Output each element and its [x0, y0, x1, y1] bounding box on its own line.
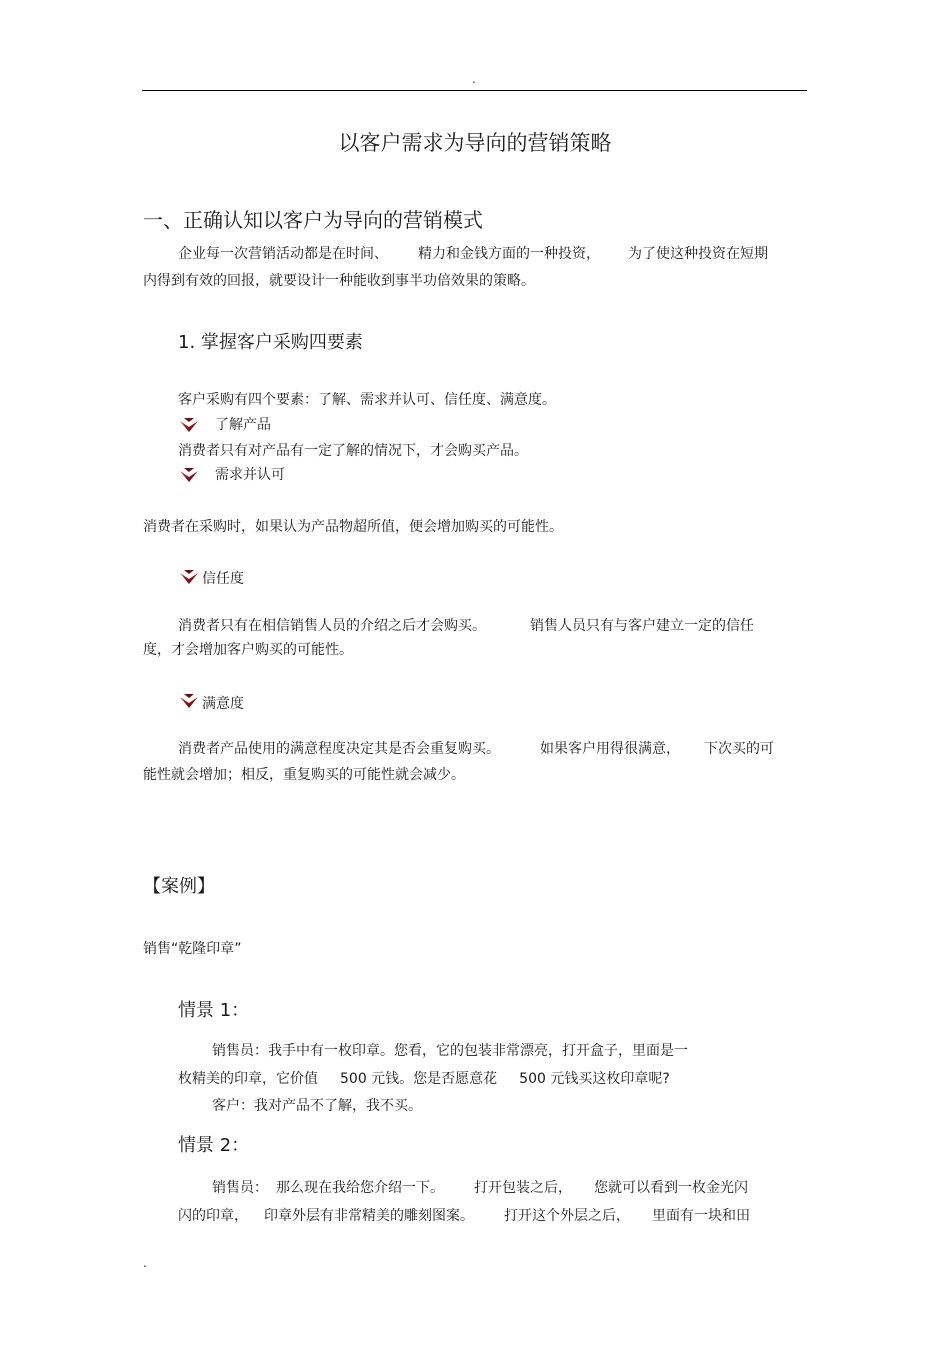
- scene2-line1-b: 那么现在我给您介绍一下。: [276, 1180, 444, 1196]
- factor-label-satisfaction: 满意度: [202, 696, 244, 712]
- factor-text-satisfaction-line2: 能性就会增加；相反，重复购买的可能性就会减少。: [143, 767, 465, 783]
- scene2-line1-c: 打开包装之后，: [474, 1180, 572, 1196]
- arrow-down-red-icon: [179, 569, 199, 585]
- scene1-line2-a: 枚精美的印章，它价值: [178, 1071, 318, 1087]
- factor-label-understand: 了解产品: [215, 417, 271, 433]
- factor-label-trust: 信任度: [202, 571, 244, 587]
- factor-text-satisfaction-line1: [178, 739, 774, 759]
- scene2-line1-a: 销售员：: [212, 1180, 268, 1196]
- factor-text-trust-line1: [178, 616, 754, 636]
- factor-text-understand: 消费者只有对产品有一定了解的情况下，才会购买产品。: [178, 443, 528, 459]
- intro-part-c: 为了使这种投资在短期: [628, 246, 768, 262]
- case-subtitle: 销售“乾隆印章”: [143, 941, 242, 957]
- section-intro-line2: 内得到有效的回报，就要设计一种能收到事半功倍效果的策略。: [143, 273, 535, 289]
- satisfaction-part-a: 消费者产品使用的满意程度决定其是否会重复购买。: [178, 741, 500, 757]
- section-heading: 一、正确认知以客户为导向的营销模式: [143, 208, 483, 232]
- scene2-line2: [178, 1206, 750, 1226]
- factor-text-need: 消费者在采购时，如果认为产品物超所值，便会增加购买的可能性。: [143, 519, 563, 535]
- scene2-line2-a: 闪的印章，: [178, 1208, 248, 1224]
- section-intro-line1: [178, 244, 768, 264]
- scene1-line2-b: 500 元钱。您是否愿意花: [340, 1071, 498, 1087]
- scene1-line2: [178, 1069, 670, 1089]
- arrow-down-red-icon: [179, 467, 199, 483]
- arrow-down-red-icon: [179, 693, 199, 709]
- satisfaction-part-b: 如果客户用得很满意，: [540, 741, 680, 757]
- scene1-line1: 销售员：我手中有一枚印章。您看，它的包装非常漂亮，打开盒子，里面是一: [212, 1043, 688, 1059]
- scene2-line2-d: 里面有一块和田: [652, 1208, 750, 1224]
- factor-text-trust-line2: 度，才会增加客户购买的可能性。: [143, 642, 353, 658]
- case-heading: 【案例】: [143, 876, 215, 897]
- footer-mark: .: [143, 1256, 147, 1270]
- scene2-line1: [212, 1178, 748, 1198]
- satisfaction-part-c: 下次买的可: [704, 741, 774, 757]
- trust-part-a: 消费者只有在相信销售人员的介绍之后才会购买。: [178, 618, 486, 634]
- scene2-heading: 情景 2：: [178, 1135, 250, 1156]
- arrow-down-red-icon: [179, 417, 199, 433]
- page-title: 以客户需求为导向的营销策略: [338, 131, 612, 155]
- scene1-heading: 情景 1：: [178, 1000, 250, 1021]
- intro-part-a: 企业每一次营销活动都是在时间、: [178, 246, 388, 262]
- factors-lead: 客户采购有四个要素：了解、需求并认可、信任度、满意度。: [178, 392, 556, 408]
- subsection-heading: 1. 掌握客户采购四要素: [178, 332, 363, 353]
- scene1-line3: 客户：我对产品不了解，我不买。: [212, 1098, 422, 1114]
- header-rule: [142, 90, 807, 91]
- scene2-line2-c: 打开这个外层之后，: [504, 1208, 630, 1224]
- header-mark: .: [472, 72, 476, 86]
- intro-part-b: 精力和金钱方面的一种投资，: [418, 246, 600, 262]
- scene2-line1-d: 您就可以看到一枚金光闪: [594, 1180, 748, 1196]
- scene1-line2-c: 500 元钱买这枚印章呢?: [519, 1071, 670, 1087]
- scene2-line2-b: 印章外层有非常精美的雕刻图案。: [264, 1208, 474, 1224]
- factor-label-need: 需求并认可: [215, 467, 285, 483]
- trust-part-b: 销售人员只有与客户建立一定的信任: [530, 618, 754, 634]
